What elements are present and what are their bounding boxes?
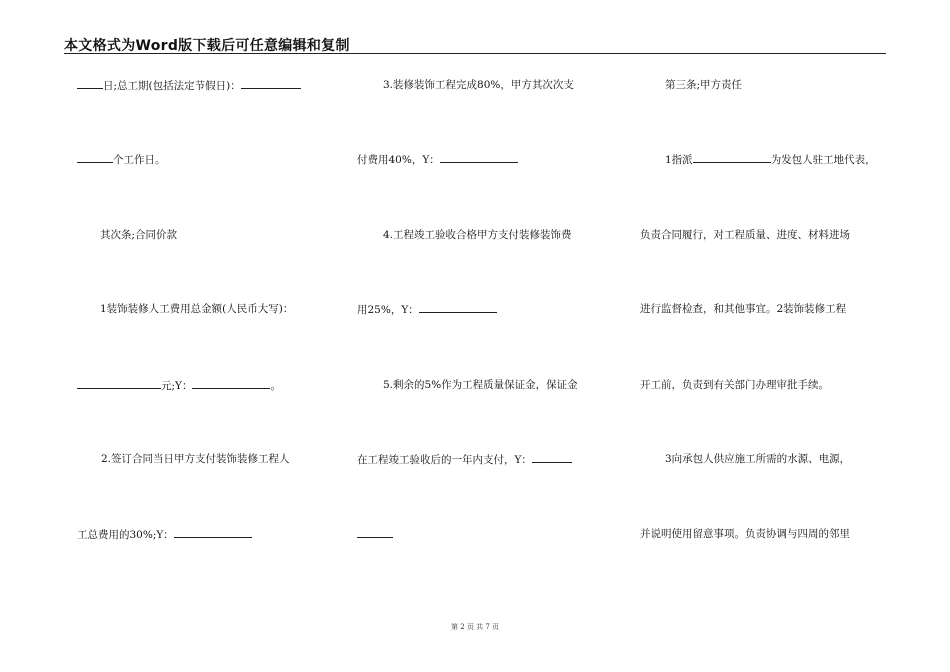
text-line: 2.签订合同当日甲方支付装饰装修工程人 [101,453,290,465]
text-line [77,78,301,93]
text-line [357,302,497,317]
text-line: 1装饰装修人工费用总金额(人民币大写)： [100,303,294,315]
text-line: 负责合同履行，对工程质量、进度、材料进场 [640,229,850,241]
text-segment: 工总费用的30%;Y： [77,529,174,541]
fill-blank [241,78,301,89]
text-segment: 日;总工期(包括法定节假日)： [103,80,241,92]
text-segment: 个工作日。 [113,154,166,166]
text-line [77,378,281,393]
text-line: 5.剩余的5%作为工程质量保证金，保证金 [383,379,578,391]
text-line: 开工前，负责到有关部门办理审批手续。 [640,379,829,391]
text-column-1 [77,0,327,672]
text-segment: 。 [270,380,281,392]
text-line [77,527,252,542]
section-heading: 其次条;合同价款 [100,229,178,241]
fill-blank [174,527,252,538]
fill-blank [192,378,270,389]
text-line [357,527,393,542]
header-title: 本文格式为Word版下载后可任意编辑和复制 [64,38,350,54]
page-number: 第 2 页 共 7 页 [450,623,500,631]
text-column-3 [640,0,895,672]
text-segment: 付费用40%，Y： [357,154,440,166]
text-line: 3向承包人供应施工所需的水源、电源， [665,453,851,465]
text-line: 3.装修装饰工程完成80%，甲方其次次支 [383,79,574,91]
fill-blank [440,152,518,163]
text-segment: 在工程竣工验收后的一年内支付，Y： [357,454,532,466]
text-line [357,152,518,167]
fill-blank [77,78,103,89]
text-segment: 为发包人驻工地代表， [770,154,876,166]
section-heading: 第三条;甲方责任 [665,79,743,91]
text-line [357,452,572,467]
text-segment: 1指派 [665,154,693,166]
fill-blank [532,452,572,463]
text-line [665,152,876,167]
fill-blank [77,152,113,163]
text-line: 并说明使用留意事项。负责协调与四周的邻里 [640,528,850,540]
fill-blank [693,152,771,163]
fill-blank [77,378,161,389]
text-segment: 用25%，Y： [357,304,419,316]
fill-blank [357,527,393,538]
text-line: 进行监督检查，和其他事宜。2装饰装修工程 [640,303,847,315]
text-segment: 元;Y： [161,380,193,392]
fill-blank [419,302,497,313]
text-line: 4.工程竣工验收合格甲方支付装修装饰费 [383,229,572,241]
text-column-2 [357,0,607,672]
text-line [77,152,166,167]
